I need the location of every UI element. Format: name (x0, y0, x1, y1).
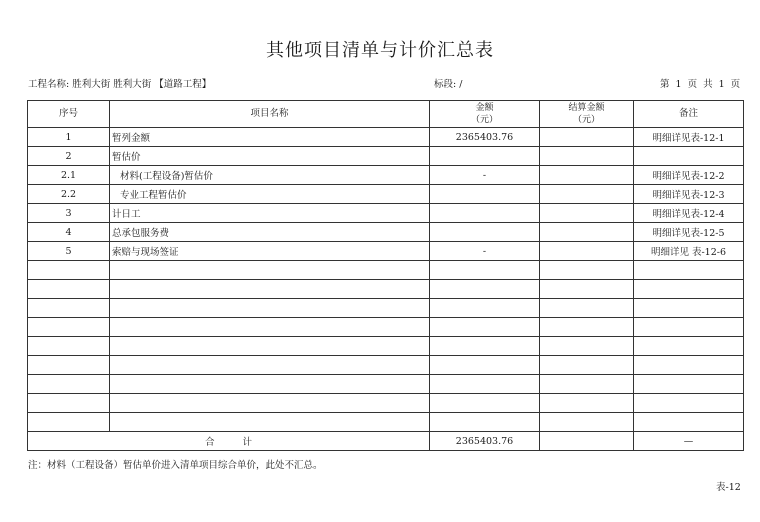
header-note: 备注 (634, 101, 744, 128)
total-row (28, 432, 744, 451)
empty-row (28, 337, 744, 356)
row-no: 4 (28, 223, 110, 242)
empty-cell (28, 394, 110, 413)
table-row (28, 128, 744, 147)
total-settle (540, 432, 634, 451)
row-no: 3 (28, 204, 110, 223)
table-row (28, 242, 744, 261)
empty-cell (634, 375, 744, 394)
empty-cell (634, 337, 744, 356)
row-note: 明细详见表-12-4 (634, 204, 744, 223)
empty-cell (430, 261, 540, 280)
row-no: 2.2 (28, 185, 110, 204)
row-note: 明细详见表-12-5 (634, 223, 744, 242)
row-amount (430, 204, 540, 223)
total-amount: 2365403.76 (430, 432, 540, 451)
row-settle (540, 147, 634, 166)
empty-row (28, 413, 744, 432)
empty-cell (540, 413, 634, 432)
empty-cell (110, 280, 430, 299)
table-row (28, 166, 744, 185)
row-settle (540, 223, 634, 242)
empty-cell (540, 261, 634, 280)
row-amount (430, 223, 540, 242)
empty-cell (634, 261, 744, 280)
empty-cell (430, 299, 540, 318)
page-indicator: 第 1 页 共 1 页 (660, 79, 741, 90)
header-settle (540, 101, 634, 128)
empty-cell (430, 318, 540, 337)
empty-cell (28, 413, 110, 432)
empty-cell (110, 261, 430, 280)
empty-cell (110, 413, 430, 432)
total-label-b: 计 (242, 437, 253, 448)
row-name: 索赔与现场签证 (110, 242, 430, 261)
empty-cell (110, 318, 430, 337)
empty-cell (634, 280, 744, 299)
total-note: — (634, 432, 744, 451)
empty-cell (430, 394, 540, 413)
row-no: 5 (28, 242, 110, 261)
summary-table (27, 100, 744, 451)
table-row (28, 147, 744, 166)
empty-cell (28, 318, 110, 337)
row-note: 明细详见 表-12-6 (634, 242, 744, 261)
row-amount: 2365403.76 (430, 128, 540, 147)
empty-cell (430, 375, 540, 394)
empty-row (28, 261, 744, 280)
table-row (28, 204, 744, 223)
empty-cell (110, 337, 430, 356)
row-settle (540, 185, 634, 204)
empty-cell (634, 413, 744, 432)
header-settle-label: 结算金额 (568, 103, 605, 113)
table-row (28, 223, 744, 242)
empty-cell (430, 337, 540, 356)
table-header-row (28, 101, 744, 128)
table-body (28, 128, 744, 432)
empty-row (28, 280, 744, 299)
empty-cell (540, 318, 634, 337)
empty-cell (28, 337, 110, 356)
row-name: 暂估价 (110, 147, 430, 166)
row-settle (540, 204, 634, 223)
row-settle (540, 242, 634, 261)
empty-cell (28, 299, 110, 318)
empty-cell (540, 375, 634, 394)
footnote: 注：材料（工程设备）暂估单价进入清单项目综合单价，此处不汇总。 (28, 460, 323, 471)
row-no: 2.1 (28, 166, 110, 185)
row-name: 材料(工程设备)暂估价 (110, 166, 430, 185)
row-name: 专业工程暂估价 (110, 185, 430, 204)
empty-row (28, 318, 744, 337)
header-amount-label: 金额 (475, 103, 494, 113)
empty-cell (28, 280, 110, 299)
row-note: 明细详见表-12-1 (634, 128, 744, 147)
table-row (28, 185, 744, 204)
row-name: 暂列金额 (110, 128, 430, 147)
row-amount (430, 185, 540, 204)
row-no: 1 (28, 128, 110, 147)
empty-cell (634, 318, 744, 337)
header-no: 序号 (28, 101, 110, 128)
total-label (28, 432, 430, 451)
row-name: 总承包服务费 (110, 223, 430, 242)
empty-cell (110, 356, 430, 375)
row-name: 计日工 (110, 204, 430, 223)
empty-cell (28, 261, 110, 280)
header-amount-unit: （元） (470, 115, 498, 125)
sheet-label: 表-12 (716, 482, 741, 493)
empty-cell (540, 337, 634, 356)
empty-cell (110, 394, 430, 413)
header-settle-unit: （元） (572, 115, 600, 125)
row-amount: - (430, 166, 540, 185)
empty-cell (540, 280, 634, 299)
empty-cell (430, 280, 540, 299)
empty-cell (540, 299, 634, 318)
empty-cell (110, 375, 430, 394)
project-name: 工程名称: 胜利大街 胜利大街 【道路工程】 (28, 79, 212, 90)
empty-cell (540, 356, 634, 375)
page-title: 其他项目清单与计价汇总表 (266, 40, 494, 61)
row-no: 2 (28, 147, 110, 166)
empty-cell (28, 375, 110, 394)
empty-row (28, 356, 744, 375)
empty-cell (634, 394, 744, 413)
row-amount: - (430, 242, 540, 261)
row-amount (430, 147, 540, 166)
empty-cell (430, 356, 540, 375)
empty-cell (540, 394, 634, 413)
row-note: 明细详见表-12-3 (634, 185, 744, 204)
empty-row (28, 299, 744, 318)
row-settle (540, 166, 634, 185)
empty-cell (430, 413, 540, 432)
empty-cell (634, 299, 744, 318)
row-note: 明细详见表-12-2 (634, 166, 744, 185)
empty-cell (634, 356, 744, 375)
empty-row (28, 394, 744, 413)
section-label: 标段: / (434, 79, 463, 90)
empty-row (28, 375, 744, 394)
total-label-a: 合 (204, 437, 215, 448)
row-settle (540, 128, 634, 147)
row-note (634, 147, 744, 166)
header-amount (430, 101, 540, 128)
empty-cell (110, 299, 430, 318)
empty-cell (28, 356, 110, 375)
header-name: 项目名称 (110, 101, 430, 128)
